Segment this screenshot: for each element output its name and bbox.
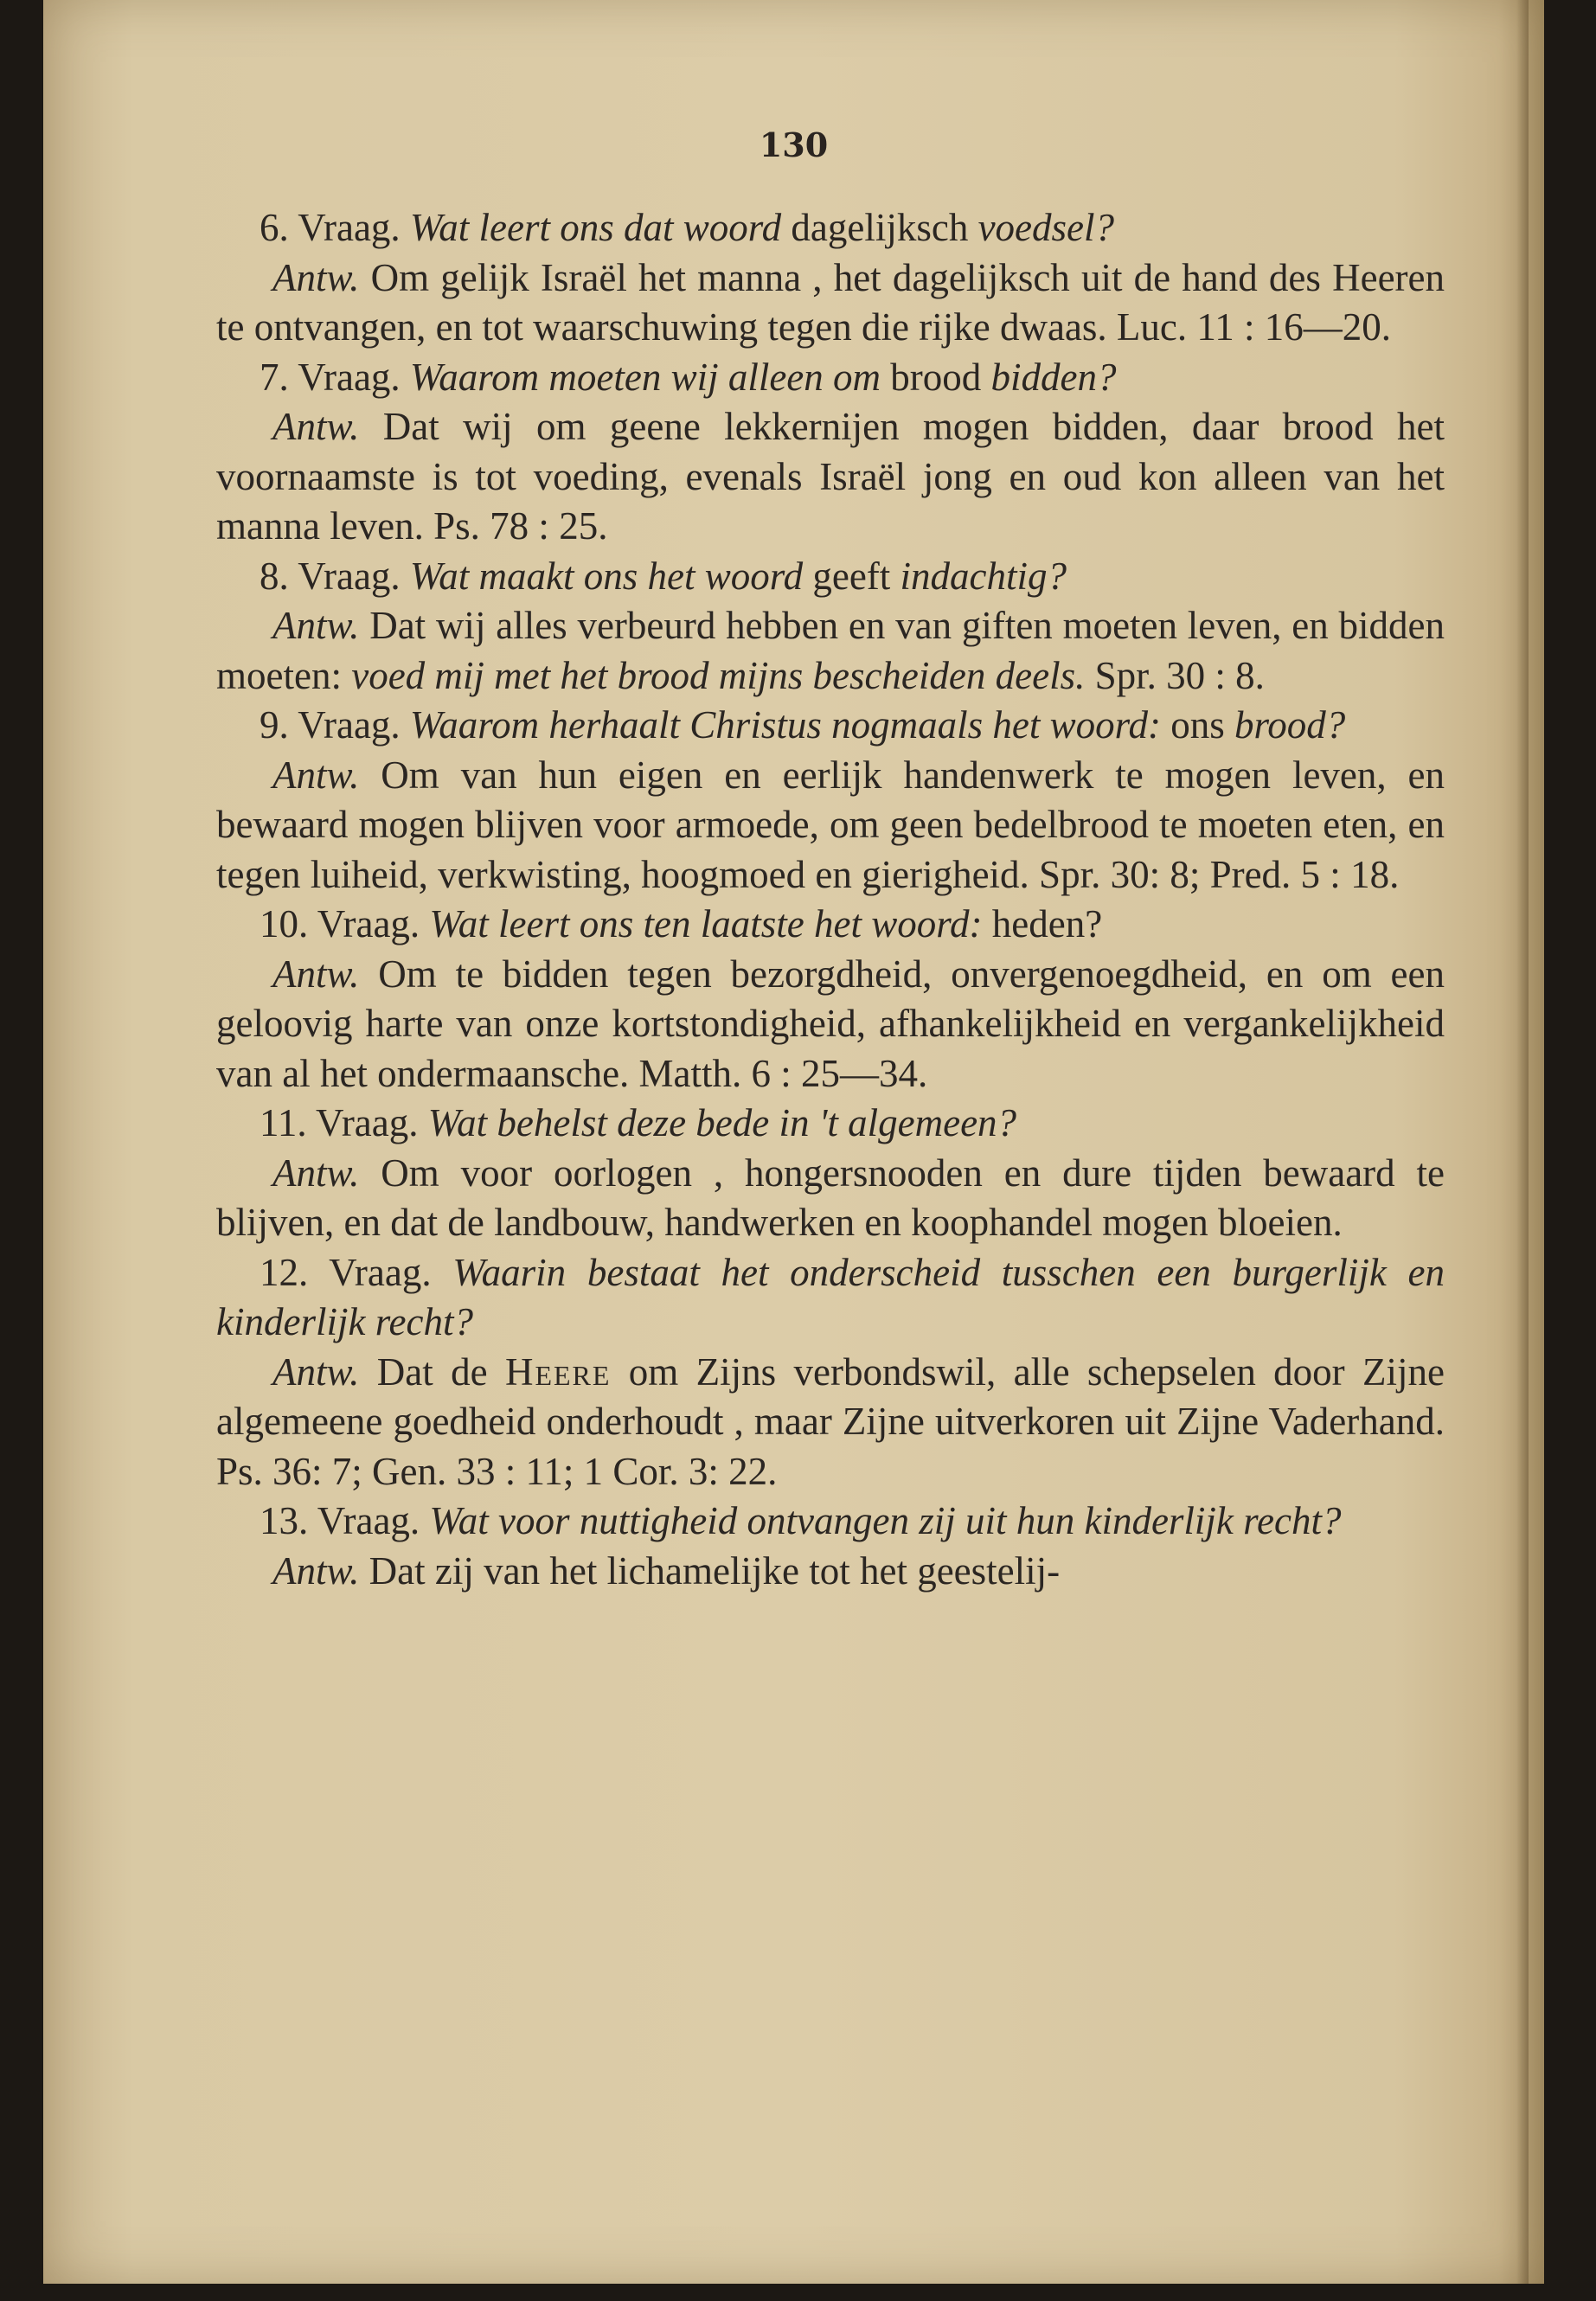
answer-7: Antw. Dat wij om geene lekkernijen mogen bidden, daar brood het voornaamste is tot voeding, evenals Israël jong en oud kon alleen van het manna leven. Ps. 78 : 25. — [216, 405, 1445, 548]
question-13: 13. Vraag. Wat voor nuttigheid ontvangen zij uit hun kinderlijk recht? — [260, 1499, 1342, 1542]
book-page — [43, 0, 1544, 2284]
answer-13: Antw. Dat zij van het lichamelijke tot het geestelij- — [272, 1548, 1061, 1593]
answer-6: Antw. Om gelijk Israël het manna , het dagelijksch uit de hand des Heeren te ontvangen, en tot waarschuwing tegen die rijke dwaas. Luc. 11 : 16—20. — [216, 255, 1445, 349]
page-number: 130 — [759, 125, 829, 164]
question-7: 7. Vraag. Waarom moeten wij alleen om brood bidden? — [260, 355, 1117, 399]
answer-9: Antw. Om van hun eigen en eerlijk handenwerk te mogen leven, en bewaard mogen blijven voor armoede, om geen bedelbrood te moeten eten, en tegen luiheid, verkwisting, hoogmoed en gierigheid. Spr. 30: 8; Pred. 5 : 18. — [216, 753, 1445, 896]
answer-8: Antw. Dat wij alles verbeurd hebben en van giften moeten leven, en bidden moeten: voed mij met het brood mijns bescheiden deels. Spr. 30 : 8. — [216, 604, 1445, 697]
question-12: 12. Vraag. Waarin bestaat het onderscheid tusschen een burgerlijk en kinderlijk recht? — [216, 1250, 1445, 1343]
page-text — [216, 203, 1445, 1596]
answer-12: Antw. Dat de Heere om Zijns verbondswil, alle schepselen door Zijne algemeene goedheid onderhoudt , maar Zijne uitverkoren uit Zijne Vaderhand. Ps. 36: 7; Gen. 33 : 11; 1 Cor. 3: 22. — [216, 1349, 1445, 1493]
question-9: 9. Vraag. Waarom herhaalt Christus nogmaals het woord: ons brood? — [260, 703, 1346, 747]
page-edge-shadow — [1516, 0, 1529, 2284]
answer-11: Antw. Om voor oorlogen , hongersnooden en dure tijden bewaard te blijven, en dat de landbouw, handwerken en koophandel mogen bloeien. — [216, 1150, 1445, 1244]
answer-10: Antw. Om te bidden tegen bezorgdheid, onvergenoegdheid, en om een geloovig harte van onze kortstondigheid, afhankelijkheid en vergankelijkheid van al het ondermaansche. Matth. 6 : 25—34. — [216, 952, 1445, 1095]
question-8: 8. Vraag. Wat maakt ons het woord geeft indachtig? — [260, 554, 1067, 598]
question-10: 10. Vraag. Wat leert ons ten laatste het woord: heden? — [260, 902, 1103, 945]
question-6: 6. Vraag. Wat leert ons dat woord dagelijksch voedsel? — [260, 206, 1115, 249]
question-11: 11. Vraag. Wat behelst deze bede in 't algemeen? — [260, 1101, 1017, 1144]
